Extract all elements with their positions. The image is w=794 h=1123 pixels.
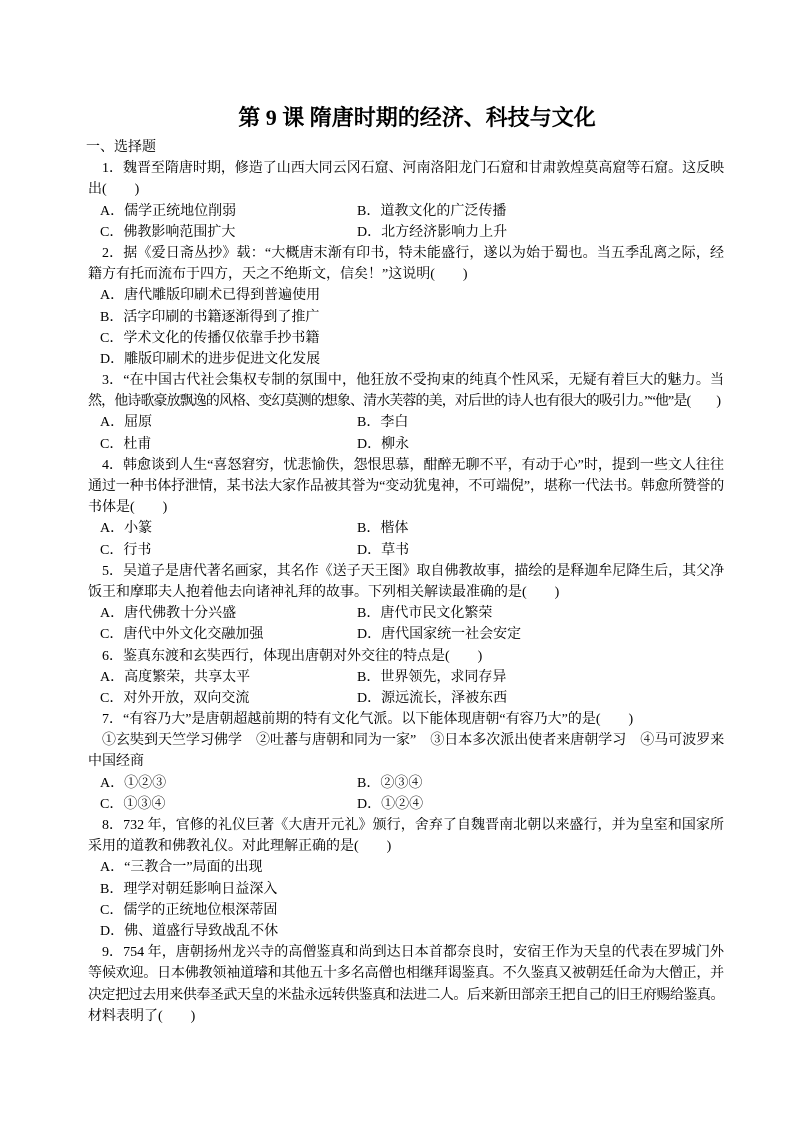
options-row	[88, 794, 724, 815]
question-stem-line: 出( )	[88, 182, 140, 198]
option-b: B．楷体	[357, 521, 409, 537]
question-4	[88, 455, 724, 561]
option-a: A．屈原	[100, 415, 153, 431]
option-d: D．雕版印刷术的进步促进文化发展	[100, 351, 321, 367]
option-d: D．①②④	[357, 796, 424, 812]
option-d: D．唐代国家统一社会安定	[357, 627, 522, 643]
question-9	[88, 942, 724, 1027]
options-row	[88, 688, 724, 709]
question-2	[88, 243, 724, 370]
question-stem-line: 书体是( )	[88, 500, 168, 516]
option-c: C．①③④	[100, 796, 166, 812]
option-a: A．①②③	[100, 775, 167, 791]
options-row	[88, 900, 724, 921]
question-stem-line: 5．吴道子是唐代著名画家，其名作《送子天王图》取自佛教故事，描绘的是释迦牟尼降生后，其父净	[102, 563, 724, 579]
options-row	[88, 518, 724, 539]
options-row	[88, 222, 724, 243]
question-stem-line: 1．魏晋至隋唐时期，修造了山西大同云冈石窟、河南洛阳龙门石窟和甘肃敦煌莫高窟等石窟。这反映	[102, 161, 724, 177]
options-row	[88, 285, 724, 306]
question-stem-line: 2．据《爱日斋丛抄》载：“大概唐末渐有印书，特未能盛行，遂以为始于蜀也。当五季乱离之际，经	[102, 245, 724, 261]
question-7	[88, 709, 724, 815]
options-row	[88, 434, 724, 455]
options-row	[88, 667, 724, 688]
option-b: B．理学对朝廷影响日益深入	[100, 881, 278, 897]
options-row	[88, 624, 724, 645]
question-stem-line: 7．“有容乃大”是唐朝超越前期的特有文化气派。以下能体现唐朝“有容乃大”的是( )	[102, 712, 634, 728]
option-d: D．源远流长，泽被东西	[357, 690, 508, 706]
options-row	[88, 540, 724, 561]
statement-line: 中国经商	[88, 754, 144, 770]
question-1	[88, 158, 724, 243]
question-5	[88, 561, 724, 646]
statement-line: ①玄奘到天竺学习佛学 ②吐蕃与唐朝和同为一家” ③日本多次派出使者来唐朝学习 ④马可波罗来	[102, 733, 725, 749]
option-b: B．唐代市民文化繁荣	[357, 606, 493, 622]
question-stem-line: 4．韩愈谈到人生“喜怒窘穷，忧悲愉佚，怨恨思慕，酣醉无聊不平，有动于心”时，提到一些文人往往	[102, 457, 724, 473]
question-stem-line: 9．754 年，唐朝扬州龙兴寺的高僧鉴真和尚到达日本首都奈良时，安宿王作为天皇的代表在罗城门外	[102, 945, 724, 961]
options-row	[88, 921, 724, 942]
options-row	[88, 773, 724, 794]
question-stem-line: 采用的道教和佛教礼仪。对此理解正确的是( )	[88, 839, 392, 855]
option-b: B．活字印刷的书籍逐渐得到了推广	[100, 309, 320, 325]
question-stem-line: 6．鉴真东渡和玄奘西行，体现出唐朝对外交往的特点是( )	[102, 648, 483, 664]
lesson-title: 第 9 课 隋唐时期的经济、科技与文化	[238, 105, 596, 130]
option-a: A．小篆	[100, 521, 153, 537]
option-a: A．唐代佛教十分兴盛	[100, 606, 237, 622]
options-row	[88, 307, 724, 328]
option-c: C．佛教影响范围扩大	[100, 224, 236, 240]
option-b: B．世界领先，求同存异	[357, 669, 507, 685]
option-b: B．李白	[357, 415, 409, 431]
option-b: B．②③④	[357, 775, 423, 791]
option-a: A．“三教合一”局面的出现	[100, 860, 263, 876]
option-c: C．儒学的正统地位根深蒂固	[100, 902, 278, 918]
options-row	[88, 879, 724, 900]
question-list	[88, 137, 724, 1027]
option-c: C．对外开放，双向交流	[100, 690, 250, 706]
option-a: A．儒学正统地位削弱	[100, 203, 237, 219]
option-a: A．唐代雕版印刷术已得到普遍使用	[100, 288, 321, 304]
section-heading: 一、选择题	[86, 140, 156, 155]
option-a: A．高度繁荣，共享太平	[100, 669, 251, 685]
options-row	[88, 201, 724, 222]
options-row	[88, 603, 724, 624]
question-stem-line: 籍方有托而流布于四方，天之不绝斯文，信矣！”这说明( )	[88, 267, 468, 283]
option-b: B．道教文化的广泛传播	[357, 203, 507, 219]
question-8	[88, 815, 724, 942]
options-row	[88, 857, 724, 878]
question-stem-line: 通过一种书体抒泄情，某书法大家作品被其誉为“变动犹鬼神，不可端倪”，堪称一代法书。韩愈所赞誉的	[88, 479, 724, 494]
option-d: D．北方经济影响力上升	[357, 224, 508, 240]
options-row	[88, 412, 724, 433]
question-stem-line: 然，他诗歌豪放飘逸的风格、变幻莫测的想象、清水芙蓉的美，对后世的诗人也有很大的吸引力。”“他”是( )	[88, 394, 721, 410]
question-3	[88, 370, 724, 455]
question-stem-line: 等候欢迎。日本佛教领袖道璿和其他五十多名高僧也相继拜谒鉴真。不久鉴真又被朝廷任命为大僧正，并	[88, 966, 724, 982]
option-c: C．杜甫	[100, 436, 152, 452]
question-stem-line: 3．“在中国古代社会集权专制的氛围中，他狂放不受拘束的纯真个性风采，无疑有着巨大的魅力。当	[102, 373, 724, 389]
option-d: D．草书	[357, 542, 410, 558]
option-d: D．佛、道盛行导致战乱不休	[100, 923, 279, 939]
option-c: C．学术文化的传播仅依靠手抄书籍	[100, 330, 320, 346]
options-row	[88, 349, 724, 370]
question-stem-line: 饭王和摩耶夫人抱着他去向诸神礼拜的故事。下列相关解读最准确的是( )	[88, 584, 560, 600]
question-stem-line: 决定把过去用来供奉圣武天皇的米盐永远转供鉴真和法进二人。后来新田部亲王把自己的旧王府赐给鉴真。	[88, 987, 724, 1003]
options-row	[88, 328, 724, 349]
option-c: C．行书	[100, 542, 152, 558]
question-6	[88, 646, 724, 710]
question-stem-line: 材料表明了( )	[88, 1008, 196, 1024]
option-c: C．唐代中外文化交融加强	[100, 627, 264, 643]
option-d: D．柳永	[357, 436, 410, 452]
question-stem-line: 8．732 年，官修的礼仪巨著《大唐开元礼》颁行，舍弃了自魏晋南北朝以来盛行，并为皇室和国家所	[102, 818, 724, 833]
